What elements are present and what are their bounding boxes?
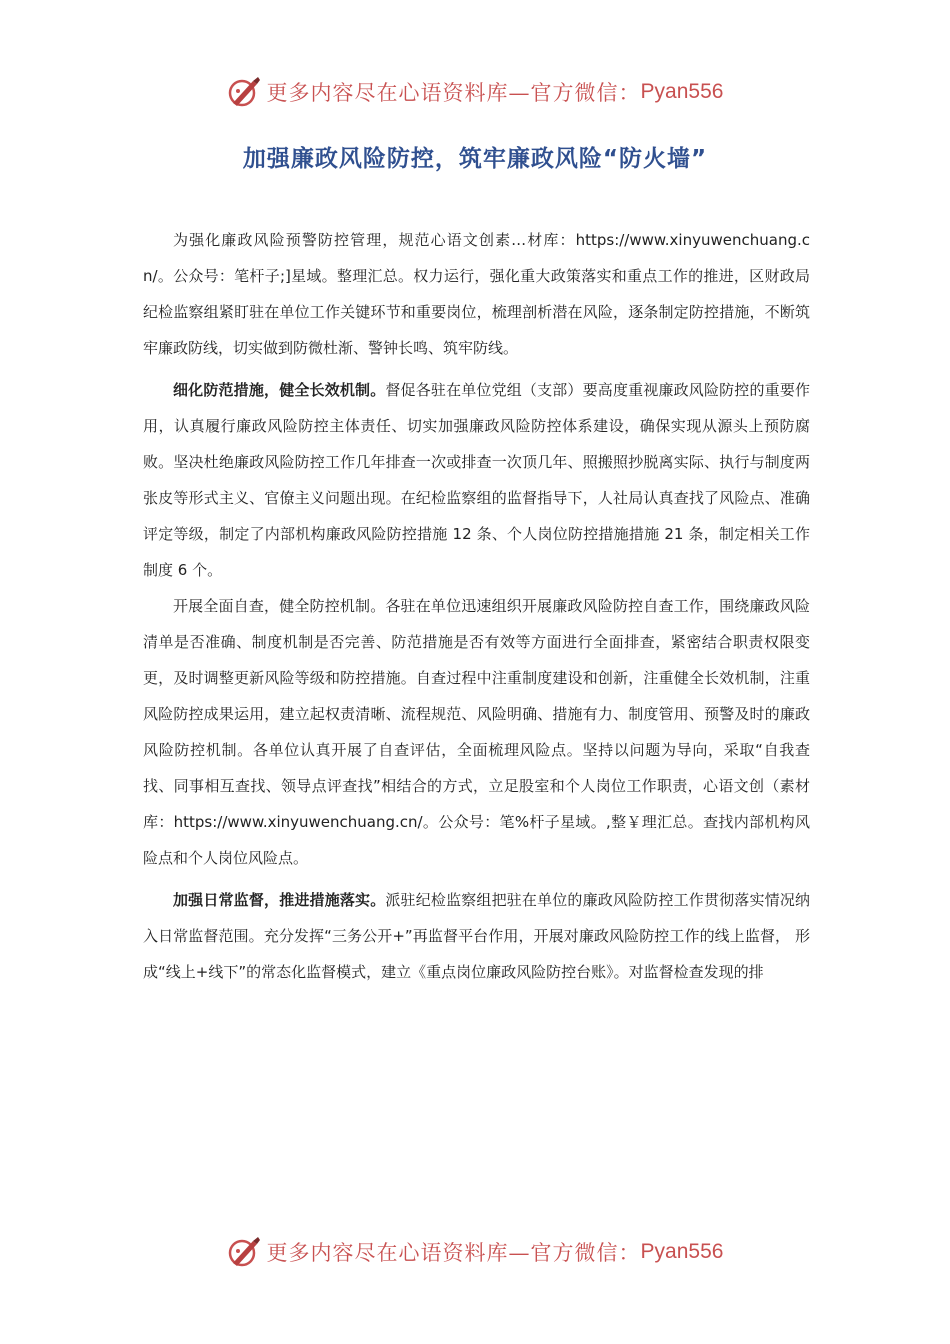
paragraph-3 <box>143 588 810 876</box>
banner-wechat-handle: Pyan556 <box>640 80 724 103</box>
paragraph-4-text: 派驻纪检监察组把驻在单位的廉政风险防控工作贯彻落实情况纳入日常监督范围。充分发挥“三务公开+”再监督平台作用，开展对廉政风险防控工作的线上监督， 形成“线上+线下”的常态化监督模式，建立《重点岗位廉政风险防控台账》。对监督检查发现的排 <box>143 891 810 981</box>
paragraph-2-lead: 细化防范措施，健全长效机制。 <box>173 381 386 399</box>
header-banner <box>0 72 950 112</box>
footer-banner <box>0 1232 950 1272</box>
article-body <box>143 222 810 990</box>
pen-logo-icon <box>227 1235 261 1269</box>
paragraph-4 <box>143 882 810 990</box>
paragraph-3-text: 开展全面自查，健全防控机制。各驻在单位迅速组织开展廉政风险防控自查工作，围绕廉政风险清单是否准确、制度机制是否完善、防范措施是否有效等方面进行全面排查，紧密结合职责权限变更，及时调整更新风险等级和防控措施。自查过程中注重制度建设和创新，注重健全长效机制，注重风险防控成果运用，建立起权责清晰、流程规范、风险明确、措施有力、制度管用、预警及时的廉政风险防控机制。各单位认真开展了自查评估，全面梳理风险点。坚持以问题为导向，采取“自我查找、同事相互查找、领导点评查找”相结合的方式，立足股室和个人岗位工作职责，心语文创（素材库：https://www.xinyuwenchuang.cn/。公众号：笔%杆子星域。,整￥理汇总。查找内部机构风险点和个人岗位风险点。 <box>143 597 810 867</box>
banner-text: 更多内容尽在心语资料库—官方微信： <box>266 81 641 105</box>
paragraph-2 <box>143 372 810 588</box>
pen-logo-icon <box>227 75 261 109</box>
paragraph-2-text: 督促各驻在单位党组（支部）要高度重视廉政风险防控的重要作用，认真履行廉政风险防控主体责任、切实加强廉政风险防控体系建设，确保实现从源头上预防腐败。坚决杜绝廉政风险防控工作几年排查一次或排查一次顶几年、照搬照抄脱离实际、执行与制度两张皮等形式主义、官僚主义问题出现。在纪检监察组的监督指导下，人社局认真查找了风险点、准确评定等级，制定了内部机构廉政风险防控措施 12 条、个人岗位防控措施措施 21 条，制定相关工作制度 6 个。 <box>143 381 810 579</box>
paragraph-1-text: 为强化廉政风险预警防控管理，规范心语文创素…材库：https://www.xinyuwenchuang.cn/。公众号：笔杆子;]星域。整理汇总。权力运行，强化重大政策落实和重点工作的推进，区财政局纪检监察组紧盯驻在单位工作关键环节和重要岗位，梳理剖析潜在风险，逐条制定防控措施，不断筑牢廉政防线，切实做到防微杜渐、警钟长鸣、筑牢防线。 <box>143 231 810 357</box>
paragraph-4-lead: 加强日常监督，推进措施落实。 <box>173 891 386 909</box>
page-title: 加强廉政风险防控，筑牢廉政风险“防火墙” <box>242 146 708 172</box>
footer-banner-text: 更多内容尽在心语资料库—官方微信： <box>266 1241 641 1265</box>
footer-banner-wechat-handle: Pyan556 <box>640 1240 724 1263</box>
paragraph-1 <box>143 222 810 366</box>
